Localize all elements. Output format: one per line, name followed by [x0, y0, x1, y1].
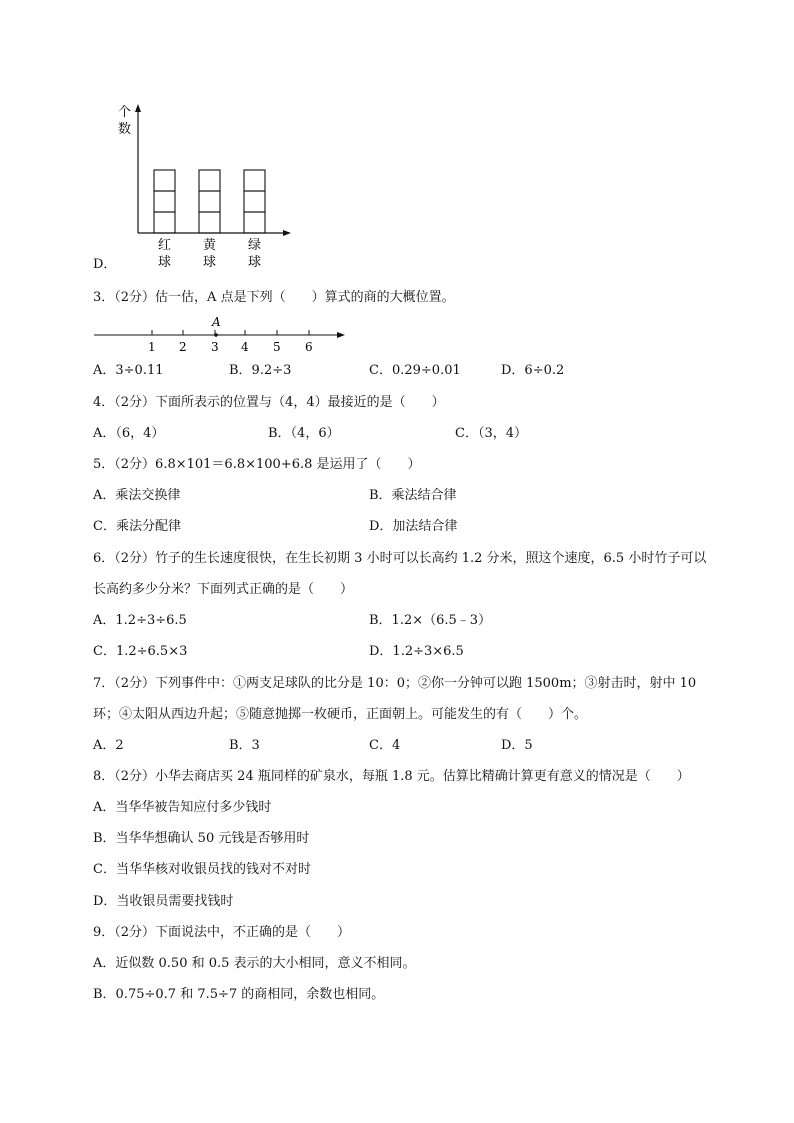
question-4-stem: 4．（2分）下面所表示的位置与（4，4）最接近的是（ ）: [93, 395, 445, 410]
question-4-option-b[interactable]: B．（4，6）: [268, 426, 340, 441]
question-6-option-d[interactable]: D．1.2÷3×6.5: [369, 644, 464, 659]
category-red-2: 球: [158, 255, 172, 270]
question-3-option-a[interactable]: A．3÷0.11: [93, 363, 164, 378]
y-axis-label-2: 数: [118, 122, 132, 137]
bar-red-ball: [154, 170, 175, 233]
question-6-stem-line-2: 长高约多少分米？下面列式正确的是（ ）: [93, 582, 354, 597]
question-3-option-b[interactable]: B．9.2÷3: [229, 363, 292, 378]
question-5-option-d[interactable]: D．加法结合律: [369, 519, 458, 534]
tick-label-1: 1: [148, 340, 156, 354]
y-axis-arrow: [135, 104, 141, 112]
tick-label-6: 6: [305, 340, 313, 354]
question-8-option-c[interactable]: C．当华华核对收银员找的钱对不对时: [93, 862, 311, 877]
question-9-option-a[interactable]: A．近似数 0.50 和 0.5 表示的大小相同，意义不相同。: [93, 956, 416, 971]
category-green-2: 球: [248, 255, 262, 270]
category-red-1: 红: [158, 238, 172, 253]
question-5-stem: 5．（2分）6.8×101＝6.8×100+6.8 是运用了（ ）: [93, 457, 421, 472]
bar-green-ball: [244, 170, 265, 233]
question-7-option-d[interactable]: D．5: [501, 738, 533, 753]
question-7-option-b[interactable]: B．3: [229, 738, 260, 753]
question-8-option-a[interactable]: A．当华华被告知应付多少钱时: [93, 800, 272, 815]
question-8-stem: 8．（2分）小华去商店买 24 瓶同样的矿泉水，每瓶 1.8 元。估算比精确计算更有意义的情况是（ ）: [93, 769, 690, 784]
tick-label-4: 4: [241, 340, 249, 354]
category-yellow-2: 球: [203, 255, 217, 270]
question-4-option-c[interactable]: C．（3，4）: [455, 426, 527, 441]
question-5-option-b[interactable]: B．乘法结合律: [369, 488, 457, 503]
option-d-chart: [100, 96, 300, 276]
option-d-label: D．: [93, 257, 117, 272]
question-3-option-d[interactable]: D．6÷0.2: [501, 363, 565, 378]
question-9-stem: 9．（2分）下面说法中，不正确的是（ ）: [93, 925, 351, 940]
question-8-option-b[interactable]: B．当华华想确认 50 元钱是否够用时: [93, 831, 310, 846]
question-7-stem-line-2: 环；④太阳从西边升起；⑤随意抛掷一枚硬币，正面朝上。可能发生的有（ ）个。: [93, 707, 588, 722]
question-7-stem-line-1: 7．（2分）下列事件中：①两支足球队的比分是 10：0；②你一分钟可以跑 1500m；③射击时，射中 10: [93, 676, 697, 691]
question-7-option-c[interactable]: C．4: [369, 738, 401, 753]
category-yellow-1: 黄: [203, 238, 217, 253]
question-5-option-a[interactable]: A．乘法交换律: [93, 488, 181, 503]
question-3-stem: 3．（2分）估一估，A 点是下列（ ）算式的商的大概位置。: [93, 290, 455, 305]
question-6-option-b[interactable]: B．1.2×（6.5﹣3）: [369, 613, 492, 628]
number-line: [88, 312, 350, 356]
x-axis-arrow: [283, 230, 291, 236]
y-axis-label-1: 个: [118, 105, 132, 120]
tick-label-2: 2: [179, 340, 187, 354]
question-5-option-c[interactable]: C．乘法分配律: [93, 519, 181, 534]
question-7-option-a[interactable]: A．2: [93, 738, 124, 753]
question-6-option-c[interactable]: C．1.2÷6.5×3: [93, 644, 188, 659]
tick-label-5: 5: [273, 340, 281, 354]
question-4-option-a[interactable]: A．（6，4）: [93, 426, 165, 441]
question-3-option-c[interactable]: C．0.29÷0.01: [369, 363, 461, 378]
question-6-option-a[interactable]: A．1.2÷3÷6.5: [93, 613, 187, 628]
question-6-stem-line-1: 6．（2分）竹子的生长速度很快，在生长初期 3 小时可以长高约 1.2 分米，照这个速度，6.5 小时竹子可以: [93, 551, 707, 566]
question-8-option-d[interactable]: D．当收银员需要找钱时: [93, 894, 234, 909]
point-a: [214, 333, 218, 337]
category-green-1: 绿: [248, 238, 262, 253]
point-a-label: A: [212, 315, 221, 329]
bar-yellow-ball: [199, 170, 220, 233]
question-9-option-b[interactable]: B．0.75÷0.7 和 7.5÷7 的商相同，余数也相同。: [93, 987, 385, 1002]
tick-label-3: 3: [211, 340, 219, 354]
number-line-arrow: [337, 332, 345, 338]
